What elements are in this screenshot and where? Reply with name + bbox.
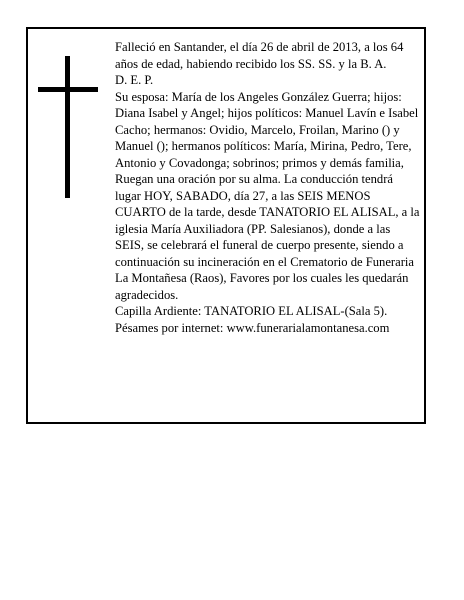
obituary-notice-frame — [26, 27, 426, 424]
family-list: Su esposa: María de los Angeles González Guerra; hijos: Diana Isabel y Angel; hijos políticos: Manuel Lavín e Isabel Cacho; hermanos: Ovidio, Marcelo, Froilan, Marino () y Manuel (); hermanos políticos: María, Mirina, Pedro, Tere, Antonio y Covadonga; sobrinos; primos y demás familia, — [115, 89, 419, 170]
cross-vertical-bar — [65, 56, 70, 198]
cross-icon — [38, 56, 98, 198]
funeral-details: Ruegan una oración por su alma. La conducción tendrá lugar HOY, SABADO, día 27, a las SEIS MENOS CUARTO de la tarde, desde TANATORIO EL ALISAL, a la iglesia María Auxiliadora (PP. Salesianos), donde a las SEIS, se celebrará el funeral de cuerpo presente, siendo a continuación su incineración en el Crematorio de Funeraria La Montañesa (Raos), Favores por los cuales les quedarán agradecidos. — [115, 172, 420, 302]
obituary-text — [115, 39, 421, 336]
cross-horizontal-bar — [38, 87, 98, 92]
death-announcement: Falleció en Santander, el día 26 de abril de 2013, a los 64 años de edad, habiendo recibido los SS. SS. y la B. A. — [115, 40, 404, 71]
chapel-info: Capilla Ardiente: TANATORIO EL ALISAL-(Sala 5). — [115, 304, 388, 318]
rest-in-peace: D. E. P. — [115, 73, 154, 87]
condolences-website: Pésames por internet: www.funerarialamontanesa.com — [115, 320, 390, 335]
